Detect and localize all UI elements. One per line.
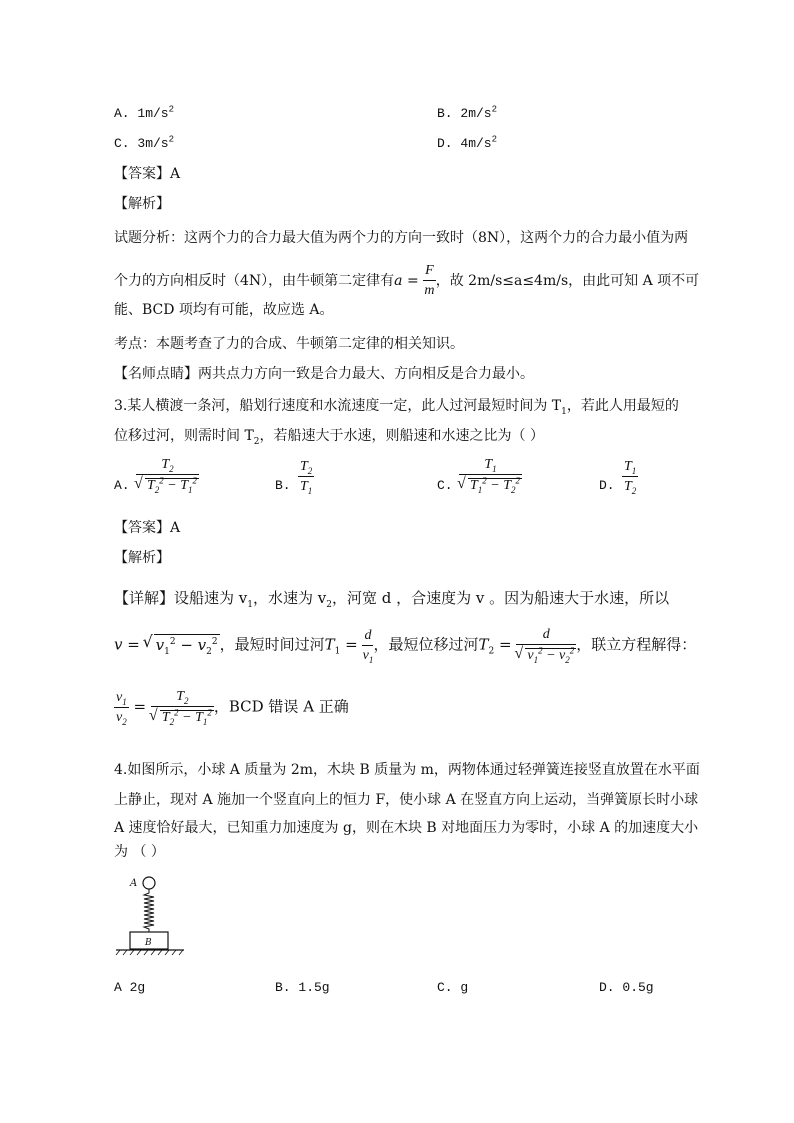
option-c: C. $3m/s^2$	[114, 134, 175, 151]
analysis-heading: 【解析】	[114, 196, 170, 212]
q4-option-c: C. g	[437, 980, 469, 995]
q3-detail-line-1: 【详解】设船速为 $v_1$，水速为 $v_2$，河宽 d ，合速度为 v 。因为船速大于水速，所以	[114, 589, 670, 610]
formula-f-over-m: $\frac{F}{m}$	[424, 263, 435, 298]
block-label: B	[145, 938, 152, 948]
q3-option-a-formula: $T_2$ √ $T_2^2 - T_1^2$	[136, 458, 199, 493]
q3-option-c-formula: $T_1$ √ $T_1^2 - T_2^2$	[459, 458, 522, 493]
kaodian: 考点：本题考查了力的合成、牛顿第二定律的相关知识。	[114, 336, 464, 352]
q4-line-1: 4.如图所示，小球 A 质量为 2m，木块 B 质量为 m，两物体通过轻弹簧连接竖直放置在水平面	[114, 762, 700, 778]
analysis-line-1: 试题分析：这两个力的合力最大值为两个力的方向一致时（8N），这两个力的合力最小值为两	[114, 230, 689, 246]
q3-option-d-formula: $\frac{T_1}{T_2}$	[624, 459, 637, 496]
ball	[143, 877, 155, 889]
spring-diagram	[110, 868, 190, 960]
q3-option-a-label: A.	[114, 478, 130, 493]
option-d: D. $4m/s^2$	[437, 134, 498, 151]
q4-option-d: D. 0.5g	[599, 980, 654, 995]
q4-line-2: 上静止，现对 A 施加一个竖直向上的恒力 F，使小球 A 在竖直方向上运动，当弹簧原长时小球	[114, 792, 699, 808]
q3-option-c-label: C.	[437, 478, 453, 493]
option-b: B. $2m/s^2$	[437, 104, 498, 121]
q3-option-b-label: B.	[275, 478, 291, 493]
q4-option-b: B. 1.5g	[275, 980, 330, 995]
q3-line-2: 位移过河，则需时间 $T_2$，若船速大于水速，则船速和水速之比为（ ）	[114, 428, 544, 447]
q3-detail-line-3: $\frac{v_1}{v_2}$ = $T_2$ √ $T_2^2 - T_1^2$ ，BCD 错误 A 正确	[114, 690, 349, 725]
q3-option-b-formula: $\frac{T_2}{T_1}$	[300, 459, 313, 496]
analysis-line-2: 个力的方向相反时（4N），由牛顿第二定律有a = $\frac{F}{m}$ ，故 2m/s≤a≤4m/s，由此可知 A 项不可	[114, 263, 700, 298]
q3-line-1: 3.某人横渡一条河，船划行速度和水流速度一定，此人过河最短时间为 $T_1$，若此人用最短的	[114, 398, 679, 417]
q4-line-4: 为 （ ）	[114, 844, 165, 860]
q3-analysis-heading: 【解析】	[114, 550, 170, 566]
q3-option-d-label: D.	[599, 478, 615, 493]
spring	[144, 889, 154, 932]
answer: 【答案】A	[114, 166, 181, 182]
q4-option-a: A 2g	[114, 980, 146, 995]
option-a: A. $1m/s^2$	[114, 104, 175, 121]
q4-line-3: A 速度恰好最大，已知重力加速度为 g，则在木块 B 对地面压力为零时，小球 A 的加速度大小	[114, 820, 699, 836]
ball-label: A	[130, 878, 138, 889]
q3-detail-line-2: v = √ $v_1^2 - v_2^2$ ，最短时间过河$T_1$ = $\frac{d}{v_1}$ ，最短位移过河$T_2$ = d √ $v_1^2 - v_2^2$ ，联立方程解得：	[114, 628, 696, 663]
q3-answer: 【答案】A	[114, 520, 181, 536]
teacher-tip: 【名师点睛】两共点力方向一致是合力最大、方向相反是合力最小。	[114, 366, 534, 382]
analysis-line-3: 能、BCD 项均有可能，故应选 A。	[114, 302, 334, 318]
